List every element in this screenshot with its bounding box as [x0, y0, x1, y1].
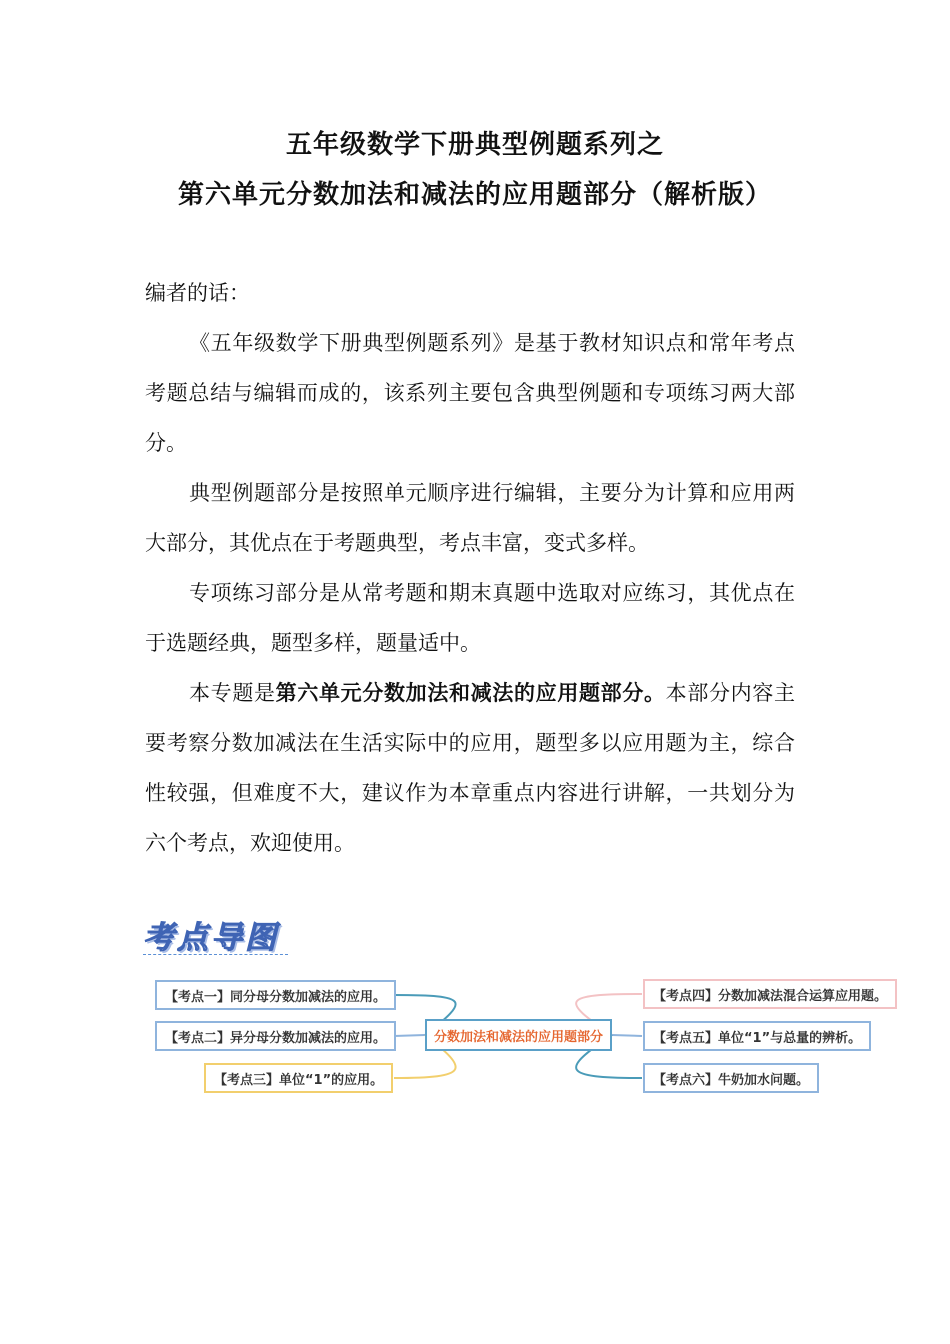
node-point-3: 【考点三】单位“1”的应用。 [204, 1063, 393, 1093]
paragraph-series-intro: 《五年级数学下册典型例题系列》是基于教材知识点和常年考点考题总结与编辑而成的，该系列主要包含典型例题和专项练习两大部分。 [145, 331, 795, 455]
mindmap-center-node: 分数加法和减法的应用题部分 [425, 1019, 612, 1051]
topic-description: 本部分内容主要考察分数加减法在生活实际中的应用，题型多以应用题为主，综合性较强，但难度不大，建议作为本章重点内容进行讲解，一共划分为六个考点，欢迎使用。 [145, 681, 796, 855]
node-point-1: 【考点一】同分母分数加减法的应用。 [155, 980, 396, 1010]
title-line-2: 第六单元分数加法和减法的应用题部分（解析版） [177, 180, 772, 210]
title-line-1: 五年级数学下册典型例题系列之 [285, 130, 664, 160]
topic-name: 第六单元分数加法和减法的应用题部分。 [275, 681, 666, 705]
editor-note-label: 编者的话： [145, 281, 250, 305]
connector-right-5 [612, 1035, 642, 1036]
paragraph-practice: 专项练习部分是从常考题和期末真题中选取对应练习，其优点在于选题经典，题型多样，题量适中。 [145, 581, 795, 655]
paragraph-examples: 典型例题部分是按照单元顺序进行编辑，主要分为计算和应用两大部分，其优点在于考题典型，考点丰富，变式多样。 [145, 481, 795, 555]
topic-prefix: 本专题是 [189, 681, 276, 705]
node-point-6: 【考点六】牛奶加水问题。 [643, 1063, 819, 1093]
connector-left-2 [394, 1035, 425, 1036]
node-point-2: 【考点二】异分母分数加减法的应用。 [155, 1021, 396, 1051]
node-point-4: 【考点四】分数加减法混合运算应用题。 [643, 979, 897, 1009]
node-point-5: 【考点五】单位“1”与总量的辨析。 [643, 1021, 871, 1051]
mindmap-heading: 考点导图 [143, 920, 279, 956]
